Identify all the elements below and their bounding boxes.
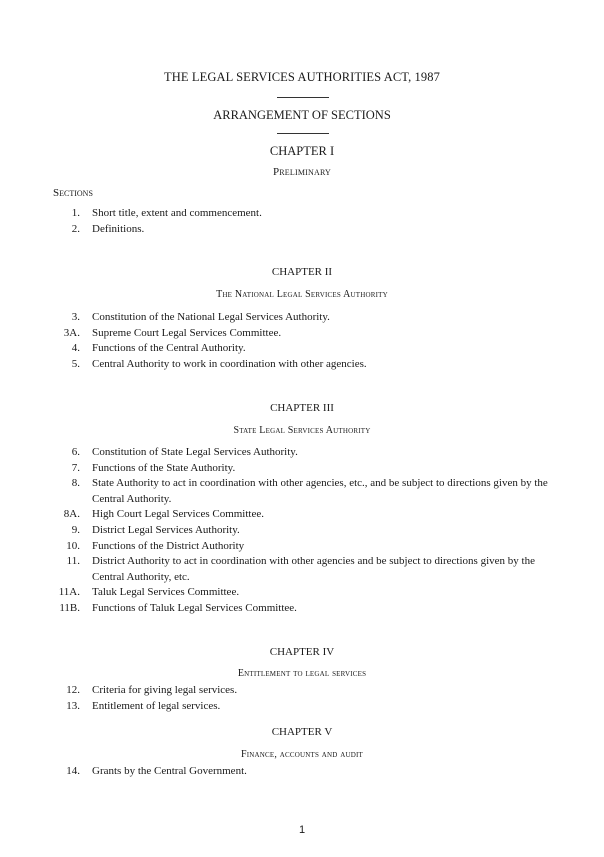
section-title: District Legal Services Authority. xyxy=(92,523,240,536)
list-item xyxy=(0,476,604,507)
list-item xyxy=(0,699,604,715)
list-item xyxy=(0,764,604,780)
section-title: Entitlement of legal services. xyxy=(92,699,221,712)
arrangement-title: ARRANGEMENT OF SECTIONS xyxy=(213,108,391,122)
list-item xyxy=(0,461,604,477)
section-title: High Court Legal Services Committee. xyxy=(92,508,264,521)
list-item xyxy=(0,554,604,585)
section-number: 9. xyxy=(71,523,80,536)
section-number: 12. xyxy=(66,684,80,696)
chapter-4-heading: CHAPTER IV xyxy=(269,646,335,658)
page-number: 1 xyxy=(298,824,306,836)
section-number: 3A. xyxy=(63,326,80,339)
list-item xyxy=(0,585,604,601)
arrangement-divider xyxy=(277,133,329,134)
list-item xyxy=(0,601,604,617)
section-title: Constitution of State Legal Services Authority. xyxy=(92,446,298,458)
list-item xyxy=(0,222,604,238)
section-title: Taluk Legal Services Committee. xyxy=(92,586,240,599)
section-title: Grants by the Central Government. xyxy=(92,765,247,777)
section-title: Functions of Taluk Legal Services Committee. xyxy=(92,601,297,614)
list-item xyxy=(0,341,604,357)
section-number: 2. xyxy=(71,222,80,235)
section-number: 6. xyxy=(71,446,80,458)
section-title: Functions of the District Authority xyxy=(92,539,245,552)
chapter-5-subheading: Finance, accounts and audit xyxy=(240,749,364,760)
list-item xyxy=(0,523,604,539)
chapter-4-list xyxy=(0,683,604,714)
section-number: 4. xyxy=(71,342,80,355)
section-number: 1. xyxy=(71,207,80,219)
chapter-2-list xyxy=(0,310,604,372)
section-title: Functions of the Central Authority. xyxy=(92,342,246,355)
chapter-3-subheading: State Legal Services Authority xyxy=(233,425,371,436)
section-title: Constitution of the National Legal Services Authority. xyxy=(92,311,330,323)
list-item xyxy=(0,326,604,342)
list-item xyxy=(0,310,604,326)
list-item xyxy=(0,683,604,699)
chapter-1-heading: CHAPTER I xyxy=(269,144,335,158)
chapter-3-list xyxy=(0,445,604,617)
section-number: 11. xyxy=(66,555,80,568)
chapter-2-subheading: The National Legal Services Authority xyxy=(216,289,388,300)
title-divider xyxy=(277,97,329,98)
chapter-5-list xyxy=(0,764,604,780)
chapter-5-heading: CHAPTER V xyxy=(271,726,333,738)
section-title: Central Authority to work in coordination with other agencies. xyxy=(92,357,367,370)
chapter-2-heading: CHAPTER II xyxy=(271,266,333,278)
section-number: 11B. xyxy=(59,601,80,614)
chapter-4-subheading: Entitlement to legal services xyxy=(237,668,367,679)
chapter-3-heading: CHAPTER III xyxy=(270,402,334,414)
act-title: THE LEGAL SERVICES AUTHORITIES ACT, 1987 xyxy=(164,70,440,84)
section-title: Supreme Court Legal Services Committee. xyxy=(92,326,282,339)
section-number: 10. xyxy=(66,539,80,552)
section-number: 13. xyxy=(66,699,80,712)
list-item xyxy=(0,539,604,555)
section-title: Criteria for giving legal services. xyxy=(92,684,238,696)
section-number: 7. xyxy=(71,461,80,474)
section-number: 11A. xyxy=(58,586,80,599)
section-title: Short title, extent and commencement. xyxy=(92,207,262,219)
section-number: 14. xyxy=(66,765,80,777)
section-number: 8. xyxy=(71,477,80,490)
list-item xyxy=(0,206,604,222)
sections-label: Sections xyxy=(53,187,93,199)
chapter-1-subheading: Preliminary xyxy=(272,166,332,178)
section-number: 3. xyxy=(71,311,80,323)
list-item xyxy=(0,507,604,523)
section-title: District Authority to act in coordination with other agencies and be subject to directions given by the Central Authority, etc. xyxy=(92,555,535,583)
section-title: State Authority to act in coordination with other agencies, etc., and be subject to directions given by the Central Authority. xyxy=(92,477,548,505)
section-number: 8A. xyxy=(63,508,80,521)
list-item xyxy=(0,357,604,373)
section-number: 5. xyxy=(71,357,80,370)
list-item xyxy=(0,445,604,461)
section-title: Definitions. xyxy=(92,222,145,235)
section-title: Functions of the State Authority. xyxy=(92,461,236,474)
chapter-1-list xyxy=(0,206,604,237)
